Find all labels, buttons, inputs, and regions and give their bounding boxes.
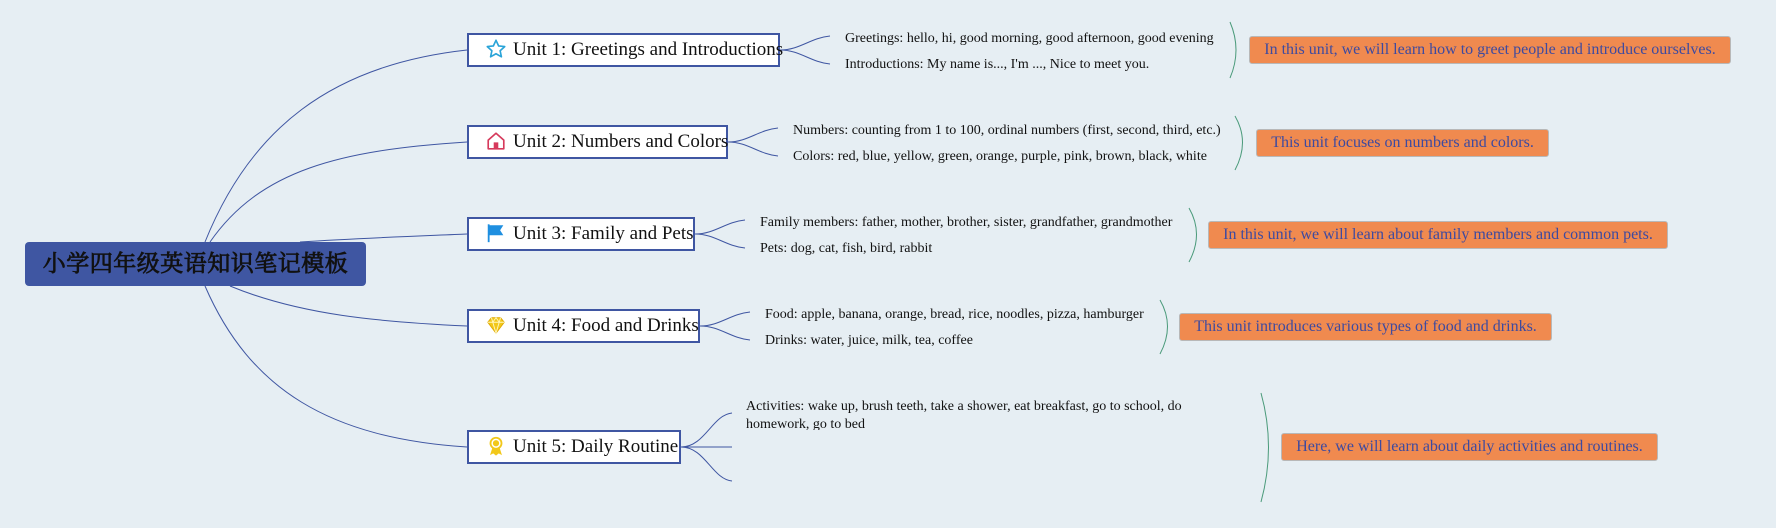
unit-5-summary-bracket xyxy=(1261,393,1269,502)
unit-5-detail-links xyxy=(681,413,732,481)
unit-3-summary-bracket xyxy=(1189,208,1197,262)
star-icon xyxy=(485,38,507,60)
unit-3-label: Unit 3: Family and Pets xyxy=(513,223,694,244)
house-icon xyxy=(485,130,507,152)
unit-2-detail-colors: Colors: red, blue, yellow, green, orange, purple, pink, brown, black, white xyxy=(793,149,1207,164)
unit-4-detail-food: Food: apple, banana, orange, bread, rice, noodles, pizza, hamburger xyxy=(765,307,1144,322)
award-ribbon-icon xyxy=(485,435,507,457)
unit-1-node[interactable] xyxy=(467,33,784,67)
unit-1-detail-introductions: Introductions: My name is..., I'm ..., Nice to meet you. xyxy=(845,57,1150,72)
unit-3-detail-links xyxy=(695,220,745,248)
unit-2-detail-numbers: Numbers: counting from 1 to 100, ordinal numbers (first, second, third, etc.) xyxy=(793,123,1221,138)
unit-5-label: Unit 5: Daily Routine xyxy=(513,436,679,457)
unit-4-summary-bracket xyxy=(1160,300,1168,354)
unit-3-node[interactable] xyxy=(467,217,695,251)
root-topic[interactable]: 小学四年级英语知识笔记模板 xyxy=(25,242,366,286)
unit-3-detail-family: Family members: father, mother, brother, sister, grandfather, grandmother xyxy=(760,215,1173,230)
unit-1-label: Unit 1: Greetings and Introductions xyxy=(513,39,784,60)
unit-4-detail-links xyxy=(700,312,750,340)
unit-4-detail-drinks: Drinks: water, juice, milk, tea, coffee xyxy=(765,333,973,348)
unit-4-summary[interactable]: This unit introduces various types of food and drinks. xyxy=(1179,313,1552,341)
unit-4-node[interactable] xyxy=(467,309,700,343)
unit-1-summary[interactable]: In this unit, we will learn how to greet people and introduce ourselves. xyxy=(1249,36,1731,64)
unit-5-detail-activities: Activities: wake up, brush teeth, take a shower, eat breakfast, go to school, do homework, go to bed xyxy=(746,399,1182,430)
unit-4-label: Unit 4: Food and Drinks xyxy=(513,315,699,336)
diamond-icon xyxy=(485,314,507,336)
root-link-unit-2 xyxy=(210,142,467,242)
unit-5-node[interactable] xyxy=(467,430,681,464)
root-link-unit-3 xyxy=(300,234,467,242)
unit-2-summary[interactable]: This unit focuses on numbers and colors. xyxy=(1256,129,1549,157)
unit-2-label: Unit 2: Numbers and Colors xyxy=(513,131,729,152)
root-link-unit-5 xyxy=(205,286,467,447)
unit-1-detail-greetings: Greetings: hello, hi, good morning, good afternoon, good evening xyxy=(845,31,1214,46)
root-link-unit-4 xyxy=(230,286,467,326)
unit-2-node[interactable] xyxy=(467,125,728,159)
root-link-unit-1 xyxy=(205,50,467,242)
unit-3-summary[interactable]: In this unit, we will learn about family members and common pets. xyxy=(1208,221,1668,249)
flag-icon xyxy=(485,222,507,244)
unit-5-summary[interactable]: Here, we will learn about daily activities and routines. xyxy=(1281,433,1658,461)
unit-3-detail-pets: Pets: dog, cat, fish, bird, rabbit xyxy=(760,241,933,256)
unit-2-detail-links xyxy=(728,128,778,156)
unit-2-summary-bracket xyxy=(1235,116,1243,170)
unit-1-summary-bracket xyxy=(1230,22,1236,78)
unit-1-detail-links xyxy=(780,36,830,64)
